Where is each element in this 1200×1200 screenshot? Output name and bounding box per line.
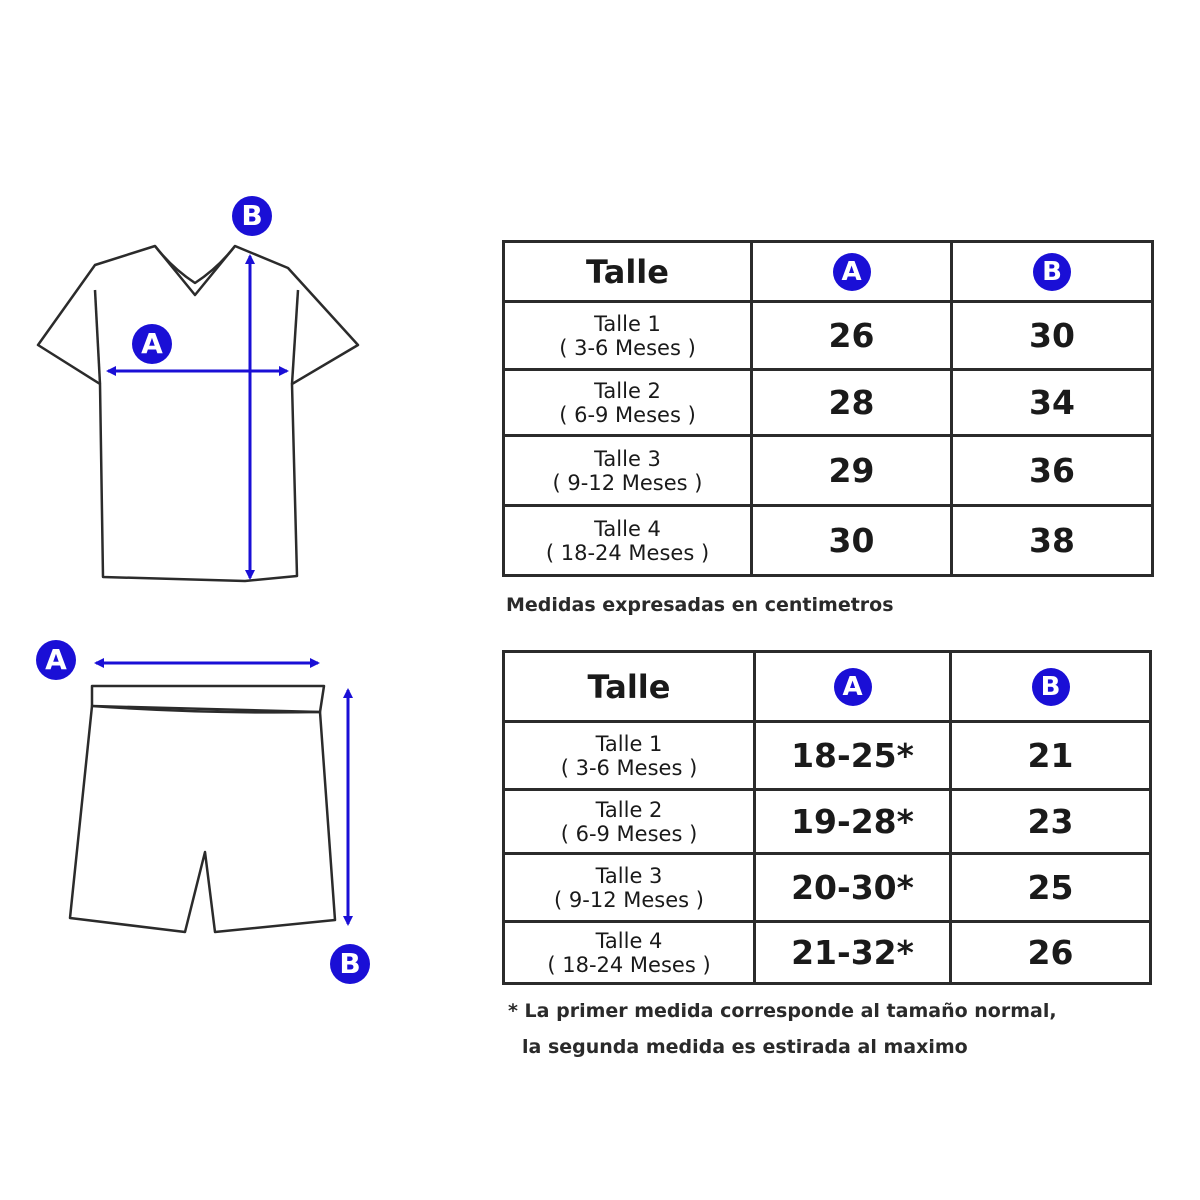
col-a-header <box>755 652 951 722</box>
talle-cell <box>504 436 752 506</box>
table-row <box>504 790 1151 854</box>
value-a: 18-25* <box>755 722 951 790</box>
talle-name: Talle 4 <box>594 516 661 541</box>
talle-cell <box>504 302 752 370</box>
value-a: 21-32* <box>755 922 951 984</box>
value-b: 34 <box>952 370 1153 436</box>
talle-header: Talle <box>504 652 755 722</box>
units-note: Medidas expresadas en centimetros <box>506 594 894 616</box>
talle-cell <box>504 922 755 984</box>
talle-age: ( 18-24 Meses ) <box>547 952 711 977</box>
table-row <box>504 302 1153 370</box>
talle-age: ( 9-12 Meses ) <box>554 887 704 912</box>
shirt-marker-b: B <box>232 196 272 236</box>
table-row <box>504 370 1153 436</box>
col-b-header <box>951 652 1151 722</box>
value-b: 25 <box>951 854 1151 922</box>
footnote-line-1: * La primer medida corresponde al tamaño normal, <box>508 1000 1057 1022</box>
shorts-marker-b: B <box>330 944 370 984</box>
talle-name: Talle 1 <box>594 311 661 336</box>
talle-cell <box>504 790 755 854</box>
value-b: 30 <box>952 302 1153 370</box>
talle-cell <box>504 722 755 790</box>
col-b-badge: B <box>1032 668 1070 706</box>
talle-name: Talle 1 <box>595 731 663 756</box>
tshirt-drawing <box>38 246 358 581</box>
value-a: 28 <box>752 370 952 436</box>
col-a-badge: A <box>833 253 871 291</box>
value-a: 30 <box>752 506 952 576</box>
talle-age: ( 18-24 Meses ) <box>545 540 710 565</box>
col-a-header <box>752 242 952 302</box>
col-b-header <box>952 242 1153 302</box>
shirt-size-table <box>502 240 1154 577</box>
talle-cell <box>504 506 752 576</box>
value-a: 26 <box>752 302 952 370</box>
value-b: 36 <box>952 436 1153 506</box>
value-a: 20-30* <box>755 854 951 922</box>
talle-name: Talle 3 <box>594 446 661 471</box>
table-row <box>504 436 1153 506</box>
talle-name: Talle 2 <box>595 797 663 822</box>
talle-cell <box>504 854 755 922</box>
talle-name: Talle 2 <box>594 378 661 403</box>
table-row <box>504 922 1151 984</box>
value-b: 26 <box>951 922 1151 984</box>
table-row <box>504 506 1153 576</box>
talle-age: ( 6-9 Meses ) <box>560 821 698 846</box>
talle-age: ( 3-6 Meses ) <box>559 335 696 360</box>
footnote-line-2: la segunda medida es estirada al maximo <box>522 1036 968 1058</box>
value-b: 21 <box>951 722 1151 790</box>
value-a: 29 <box>752 436 952 506</box>
table-header-row <box>504 242 1153 302</box>
shorts-marker-a: A <box>36 640 76 680</box>
table-header-row <box>504 652 1151 722</box>
talle-name: Talle 3 <box>595 863 663 888</box>
talle-cell <box>504 370 752 436</box>
shirt-marker-a: A <box>132 324 172 364</box>
table-row <box>504 854 1151 922</box>
value-b: 38 <box>952 506 1153 576</box>
col-a-badge: A <box>834 668 872 706</box>
value-b: 23 <box>951 790 1151 854</box>
shorts-size-table <box>502 650 1152 985</box>
value-a: 19-28* <box>755 790 951 854</box>
talle-age: ( 3-6 Meses ) <box>560 755 698 780</box>
talle-age: ( 6-9 Meses ) <box>559 402 696 427</box>
table-row <box>504 722 1151 790</box>
talle-name: Talle 4 <box>595 928 663 953</box>
col-b-badge: B <box>1033 253 1071 291</box>
talle-header: Talle <box>504 242 752 302</box>
shorts-drawing <box>70 686 335 932</box>
talle-age: ( 9-12 Meses ) <box>552 470 703 495</box>
